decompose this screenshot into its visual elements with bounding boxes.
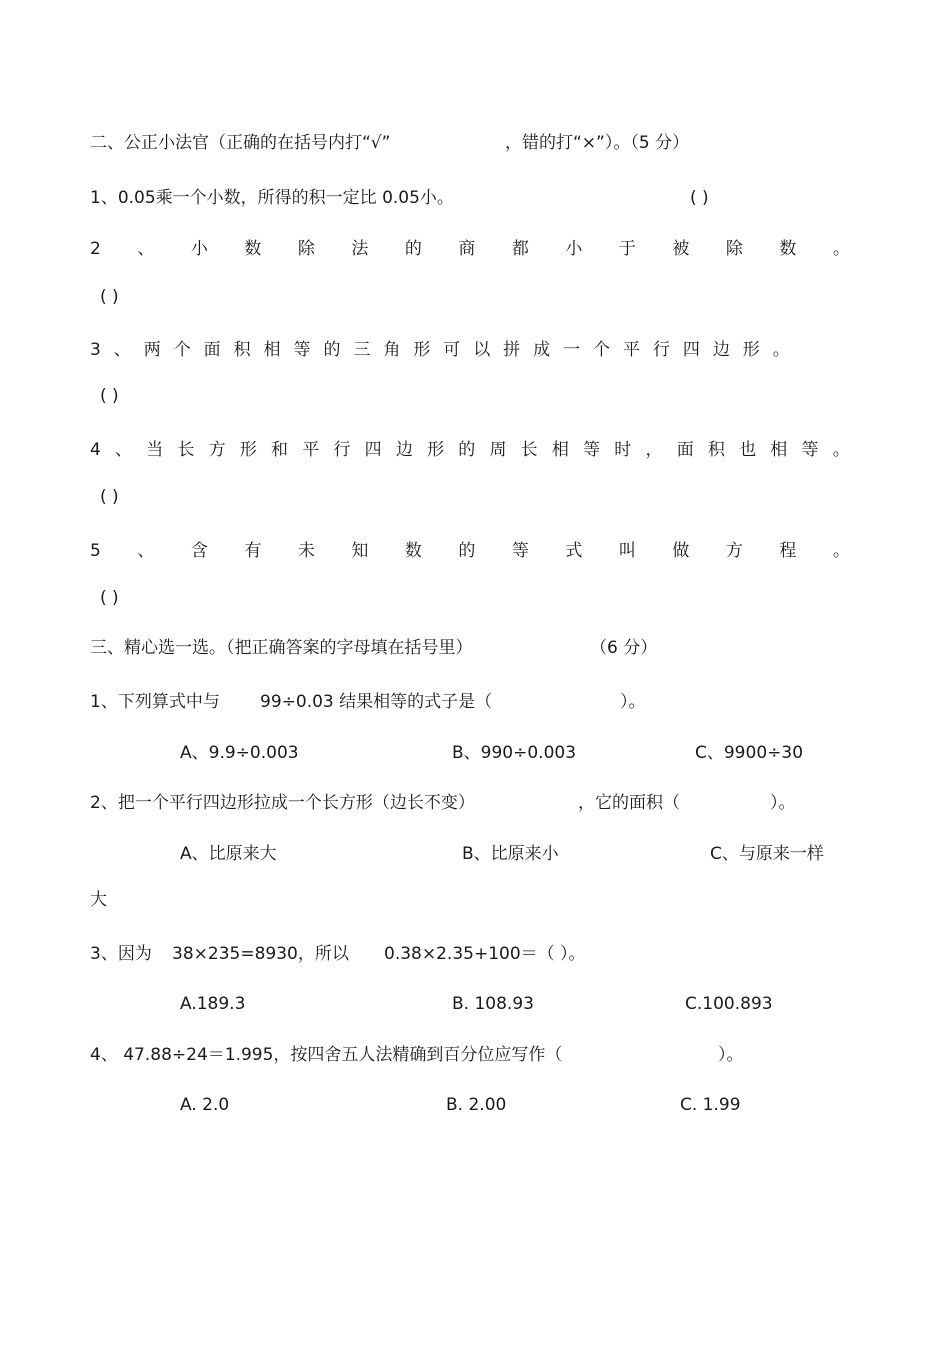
char: 拼	[503, 340, 521, 360]
s3-q2-option-c[interactable]: C、与原来一样	[710, 844, 824, 864]
char: 形	[742, 340, 760, 360]
char: 于	[618, 239, 636, 259]
char: 的	[404, 239, 422, 259]
char: 边	[712, 340, 730, 360]
char: 、	[137, 239, 155, 259]
s3-q3-option-c[interactable]: C.100.893	[685, 994, 773, 1014]
char: 相	[770, 440, 788, 460]
section-2-heading-tail: ，错的打“×”）。（5 分）	[505, 133, 690, 153]
char: 方	[208, 440, 226, 460]
s3-q2-option-c-wrap: 大	[90, 890, 107, 910]
char: 、	[113, 340, 131, 360]
char: 知	[351, 541, 369, 561]
char: 行	[652, 340, 670, 360]
char: 被	[672, 239, 690, 259]
char: 的	[458, 440, 476, 460]
char: 都	[511, 239, 529, 259]
char: 法	[351, 239, 369, 259]
char: 除	[725, 239, 743, 259]
s3-question-1-part-c: ）。	[620, 692, 646, 712]
char: 形	[239, 440, 257, 460]
s3-question-2-part-b: ，它的面积（	[578, 793, 680, 813]
s3-q2-option-a[interactable]: A、比原来大	[180, 844, 277, 864]
char: 做	[672, 541, 690, 561]
char: 形	[427, 440, 445, 460]
char: 。	[832, 440, 850, 460]
char: 一	[563, 340, 581, 360]
char: 小	[190, 239, 208, 259]
char: 边	[395, 440, 413, 460]
char: 平	[302, 440, 320, 460]
char: 相	[551, 440, 569, 460]
char: 三	[353, 340, 371, 360]
char: 5	[90, 541, 101, 561]
char: 周	[489, 440, 507, 460]
char: 含	[190, 541, 208, 561]
s2-question-2	[90, 237, 850, 261]
char: 面	[676, 440, 694, 460]
char: 当	[146, 440, 164, 460]
char: 叫	[618, 541, 636, 561]
char: 。	[832, 541, 850, 561]
s3-question-1-part-a: 1、下列算式中与	[90, 692, 220, 712]
char: 小	[565, 239, 583, 259]
s2-question-1: 1、0.05乘一个小数，所得的积一定比 0.05小。	[90, 188, 454, 208]
char: 四	[682, 340, 700, 360]
s3-question-4-close: ）。	[718, 1045, 744, 1065]
char: 2	[90, 239, 101, 259]
s3-q4-option-a[interactable]: A. 2.0	[180, 1095, 230, 1115]
s3-question-2-part-a: 2、把一个平行四边形拉成一个长方形（边长不变）	[90, 793, 475, 813]
s2-question-4-answer-blank[interactable]: ( )	[100, 487, 119, 507]
char: 除	[297, 239, 315, 259]
char: 两	[143, 340, 161, 360]
s3-q1-option-b[interactable]: B、990÷0.003	[452, 743, 577, 763]
s2-question-1-answer-blank[interactable]: ( )	[690, 188, 709, 208]
section-2-heading	[90, 131, 390, 155]
char: 长	[520, 440, 538, 460]
char: 角	[383, 340, 401, 360]
s2-question-3	[90, 338, 790, 362]
char: 可	[443, 340, 461, 360]
s3-q1-option-c[interactable]: C、9900÷30	[695, 743, 804, 763]
char: 数	[404, 541, 422, 561]
s3-q3-option-b[interactable]: B. 108.93	[452, 994, 534, 1014]
char: 时	[614, 440, 632, 460]
s3-question-2-part-c: ）。	[770, 793, 796, 813]
char: 等	[801, 440, 819, 460]
char: 。	[772, 340, 790, 360]
char: 的	[323, 340, 341, 360]
char: 成	[533, 340, 551, 360]
char: 个	[173, 340, 191, 360]
char: 数	[779, 239, 797, 259]
s3-question-4: 4、 47.88÷24＝1.995，按四舍五人法精确到百分位应写作（	[90, 1045, 563, 1065]
s3-question-3-part-b: 38×235=8930，所以	[172, 944, 349, 964]
char: 、	[137, 541, 155, 561]
char: 3	[90, 340, 101, 360]
char: 以	[473, 340, 491, 360]
char: 和	[271, 440, 289, 460]
section-3-score: （6 分）	[590, 638, 658, 658]
char: 式	[565, 541, 583, 561]
char: 的	[458, 541, 476, 561]
s2-question-4	[90, 438, 850, 462]
s3-question-3-part-c: 0.38×2.35+100＝（ ）。	[384, 944, 586, 964]
s3-q4-option-c[interactable]: C. 1.99	[680, 1095, 741, 1115]
char: 数	[244, 239, 262, 259]
char: 行	[333, 440, 351, 460]
char: 面	[203, 340, 221, 360]
s2-question-5-answer-blank[interactable]: ( )	[100, 588, 119, 608]
s3-question-3-part-a: 3、因为	[90, 944, 152, 964]
s3-q3-option-a[interactable]: A.189.3	[180, 994, 246, 1014]
s2-question-2-answer-blank[interactable]: ( )	[100, 287, 119, 307]
char: 长	[177, 440, 195, 460]
s3-q1-option-a[interactable]: A、9.9÷0.003	[180, 743, 299, 763]
char: 。	[832, 239, 850, 259]
s3-question-1-part-b: 99÷0.03 结果相等的式子是（	[260, 692, 493, 712]
char: 有	[244, 541, 262, 561]
char: 也	[739, 440, 757, 460]
char: ，	[645, 440, 663, 460]
char: 平	[622, 340, 640, 360]
s2-question-5	[90, 539, 850, 563]
s3-q4-option-b[interactable]: B. 2.00	[446, 1095, 507, 1115]
char: 4	[90, 440, 101, 460]
char: 未	[297, 541, 315, 561]
char: 积	[233, 340, 251, 360]
char: 形	[413, 340, 431, 360]
section-2-heading-part-a: 二、公正小法官（正确的在括号内打“√”	[90, 133, 391, 153]
char: 相	[263, 340, 281, 360]
char: 等	[293, 340, 311, 360]
char: 个	[593, 340, 611, 360]
s2-question-3-answer-blank[interactable]: ( )	[100, 386, 119, 406]
char: 四	[364, 440, 382, 460]
char: 等	[583, 440, 601, 460]
char: 商	[458, 239, 476, 259]
char: 方	[725, 541, 743, 561]
char: 等	[511, 541, 529, 561]
char: 程	[779, 541, 797, 561]
char: 积	[707, 440, 725, 460]
char: 、	[115, 440, 133, 460]
s3-q2-option-b[interactable]: B、比原来小	[462, 844, 559, 864]
section-3-heading: 三、精心选一选。（把正确答案的字母填在括号里）	[90, 638, 473, 658]
